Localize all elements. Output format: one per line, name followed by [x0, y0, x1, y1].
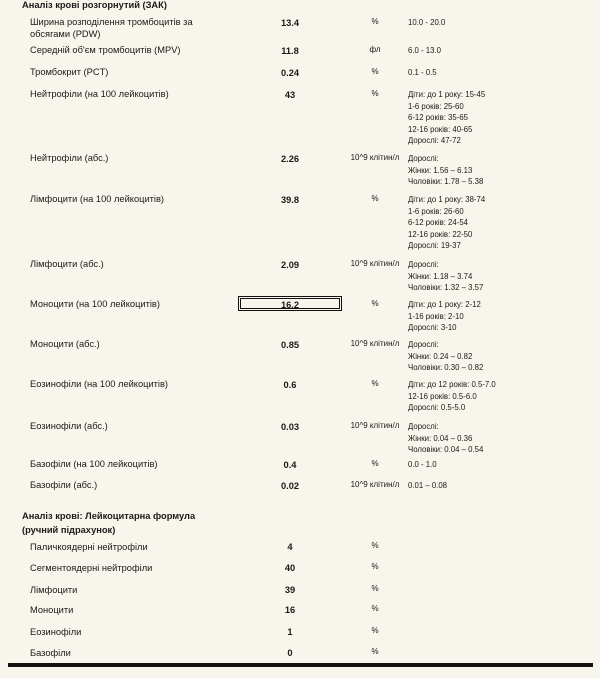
test-name: Базофіли (абс.): [30, 480, 98, 490]
reference-range: [408, 17, 445, 29]
test-value: 11.8: [281, 46, 299, 56]
reference-line: 0.1 - 0.5: [408, 68, 437, 77]
reference-line: 1-6 років: 26-60: [408, 206, 464, 216]
formula-name: Моноцити: [30, 605, 74, 615]
reference-line: Дорослі:: [408, 340, 439, 349]
reference-line: 6-12 років: 35-65: [408, 113, 469, 123]
section-title-cbc: Аналіз крові розгорнутий (ЗАК): [22, 0, 167, 10]
test-unit: %: [371, 17, 379, 26]
test-unit: 10^9 клітин/л: [350, 153, 400, 162]
reference-line: Жінки: 0.04 – 0.36: [408, 433, 473, 443]
test-name: Моноцити (на 100 лейкоцитів): [30, 299, 160, 309]
formula-unit: %: [371, 541, 379, 550]
test-unit: %: [371, 299, 379, 308]
test-unit: %: [371, 194, 379, 203]
test-unit: 10^9 клітин/л: [350, 339, 400, 348]
test-name: Еозинофіли (абс.): [30, 421, 108, 431]
reference-line: 12-16 років: 0.5-6.0: [408, 391, 477, 401]
test-value: 0.24: [280, 68, 300, 78]
test-unit: %: [371, 379, 379, 388]
formula-value: 40: [284, 563, 296, 573]
reference-line: Жінки: 0.24 – 0.82: [408, 351, 473, 361]
test-unit: 10^9 клітин/л: [350, 421, 400, 430]
formula-unit: %: [371, 584, 379, 593]
reference-line: 10.0 - 20.0: [408, 18, 446, 27]
reference-line: Чоловіки: 1.78 – 5.38: [408, 177, 484, 187]
formula-value: 4: [287, 542, 293, 552]
formula-value: 16: [284, 605, 296, 615]
reference-line: Діти: до 12 років: 0.5-7.0: [408, 380, 496, 389]
reference-line: Дорослі:: [408, 154, 439, 163]
test-unit: фл: [369, 45, 381, 54]
reference-range: [408, 421, 483, 456]
test-value: 2.09: [280, 260, 300, 270]
section-title-leukocyte-formula: Аналіз крові: Лейкоцитарна формула: [22, 511, 196, 521]
test-unit: 10^9 клітин/л: [350, 480, 400, 489]
reference-range: [408, 459, 437, 471]
reference-line: Чоловіки: 0.30 – 0.82: [408, 363, 484, 373]
bottom-divider: [8, 663, 593, 667]
reference-range: [408, 259, 483, 294]
reference-range: [408, 45, 441, 57]
test-name: Нейтрофіли (абс.): [30, 153, 109, 163]
formula-unit: %: [371, 647, 379, 656]
test-unit: %: [371, 67, 379, 76]
test-value: 0.6: [283, 380, 297, 390]
reference-range: [408, 153, 483, 188]
test-value: 0.85: [280, 340, 300, 350]
formula-name: Лімфоцити: [30, 585, 78, 595]
reference-line: 12-16 років: 22-50: [408, 229, 473, 239]
formula-name: Базофіли: [30, 648, 71, 658]
reference-range: [408, 480, 447, 492]
test-name: Базофіли (на 100 лейкоцитів): [30, 459, 158, 469]
reference-line: 1-6 років: 25-60: [408, 101, 464, 111]
reference-line: Дорослі:: [408, 260, 439, 269]
reference-range: [408, 379, 496, 414]
test-value: 13.4: [280, 18, 300, 28]
reference-line: Чоловіки: 0.04 – 0.54: [408, 445, 484, 455]
test-value: 2.26: [280, 154, 300, 164]
formula-unit: %: [371, 604, 379, 613]
reference-line: 6.0 - 13.0: [408, 46, 441, 55]
test-value: 43: [284, 90, 296, 100]
reference-range: [408, 67, 437, 79]
reference-line: Дорослі:: [408, 422, 439, 431]
section-subtitle-manual-count: (ручний підрахунок): [22, 525, 116, 535]
reference-line: Діти: до 1 року: 15-45: [408, 90, 486, 99]
reference-line: 1-16 років: 2-10: [408, 311, 464, 321]
reference-line: Дорослі: 19-37: [408, 241, 461, 251]
formula-unit: %: [371, 562, 379, 571]
reference-line: 0.0 - 1.0: [408, 460, 437, 469]
reference-line: Жінки: 1.56 – 6.13: [408, 165, 473, 175]
reference-line: 6-12 років: 24-54: [408, 218, 469, 228]
reference-line: Дорослі: 3-10: [408, 323, 457, 333]
test-unit: 10^9 клітин/л: [350, 259, 400, 268]
formula-value: 0: [287, 648, 293, 658]
reference-line: Чоловіки: 1.32 – 3.57: [408, 283, 484, 293]
formula-name: Паличкоядерні нейтрофіли: [30, 542, 148, 552]
test-unit: %: [371, 89, 379, 98]
test-name: Еозинофіли (на 100 лейкоцитів): [30, 379, 169, 389]
reference-range: [408, 89, 485, 147]
formula-value: 39: [284, 585, 296, 595]
test-name: Лімфоцити (абс.): [30, 259, 104, 269]
reference-line: Діти: до 1 року: 38-74: [408, 195, 486, 204]
reference-line: Дорослі: 47-72: [408, 136, 461, 146]
reference-line: 0.01 – 0.08: [408, 481, 448, 490]
reference-range: [408, 194, 485, 252]
test-value: 16.2: [280, 300, 300, 310]
test-unit: %: [371, 459, 379, 468]
formula-value: 1: [287, 627, 293, 637]
test-name: Моноцити (абс.): [30, 339, 100, 349]
test-value: 0.4: [283, 460, 297, 470]
formula-name: Сегментоядерні нейтрофіли: [30, 563, 153, 573]
formula-name: Еозинофіли: [30, 627, 82, 637]
formula-unit: %: [371, 626, 379, 635]
reference-line: 12-16 років: 40-65: [408, 124, 473, 134]
test-name: Середній об'єм тромбоцитів (MPV): [30, 45, 181, 55]
reference-line: Дорослі: 0.5-5.0: [408, 403, 466, 413]
test-value: 39.8: [280, 195, 300, 205]
reference-line: Жінки: 1.18 – 3.74: [408, 271, 473, 281]
test-name: Ширина розподілення тромбоцитів за обсягами (PDW): [30, 17, 193, 39]
reference-range: [408, 339, 483, 374]
test-value: 0.02: [280, 481, 300, 491]
reference-range: [408, 299, 481, 334]
test-name: Лімфоцити (на 100 лейкоцитів): [30, 194, 165, 204]
test-name: Тромбокрит (PCT): [30, 67, 109, 77]
test-value: 0.03: [280, 422, 300, 432]
reference-line: Діти: до 1 року: 2-12: [408, 300, 481, 309]
test-name: Нейтрофіли (на 100 лейкоцитів): [30, 89, 169, 99]
